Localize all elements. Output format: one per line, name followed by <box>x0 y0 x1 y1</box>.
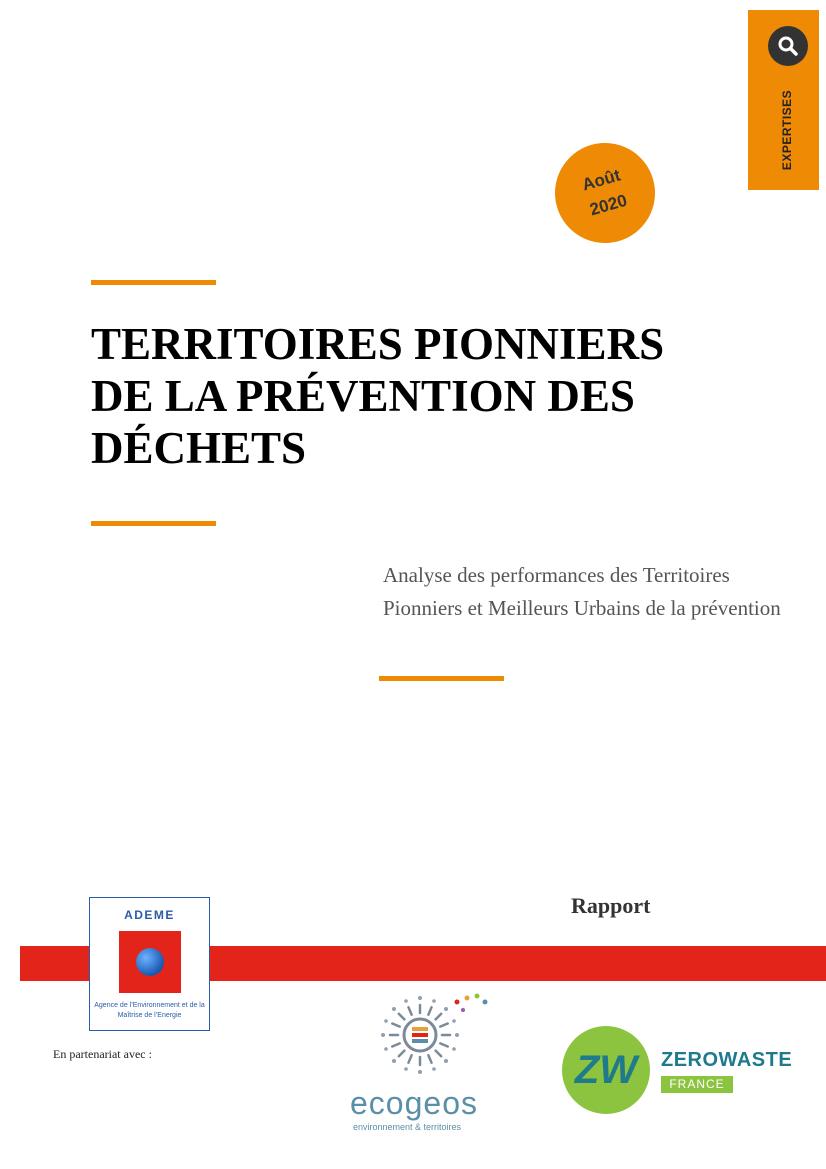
zerowaste-name: ZEROWASTE <box>661 1049 793 1071</box>
ademe-agency-name: Agence de l’Environnement et de la Maîtrise de l’Energie <box>94 1002 205 1019</box>
ademe-name: ADEME <box>124 908 175 922</box>
date-badge <box>543 131 667 255</box>
orange-rule-subtitle <box>379 676 504 681</box>
subtitle: Analyse des performances des Territoires Pionniers et Meilleurs Urbains de la prévention <box>383 563 781 620</box>
expertises-tab <box>748 10 819 190</box>
document-type: Rapport <box>571 893 651 918</box>
expertises-label: EXPERTISES <box>780 89 794 170</box>
zerowaste-emblem-icon <box>556 1025 656 1115</box>
zw-mark: ZW <box>574 1048 638 1092</box>
page-title: TERRITOIRES PIONNIERS DE LA PRÉVENTION DES DÉCHETS <box>91 319 665 473</box>
partnership-text: En partenariat avec : <box>53 1047 152 1061</box>
zerowaste-france-logo <box>556 1025 793 1115</box>
search-icon <box>768 26 808 66</box>
date-year: 2020 <box>587 190 630 220</box>
ademe-emblem <box>119 931 181 993</box>
ademe-logo <box>89 897 210 1031</box>
zerowaste-country: FRANCE <box>661 1076 733 1093</box>
ecogeos-name: ecogeos <box>350 1085 478 1121</box>
date-month: Août <box>580 165 623 195</box>
ecogeos-logo <box>345 990 505 1140</box>
globe-icon <box>136 948 164 976</box>
orange-rule-top <box>91 280 216 285</box>
ecogeos-emblem-icon <box>345 990 505 1090</box>
ecogeos-tagline: environnement & territoires <box>353 1122 462 1132</box>
orange-rule-middle <box>91 521 216 526</box>
